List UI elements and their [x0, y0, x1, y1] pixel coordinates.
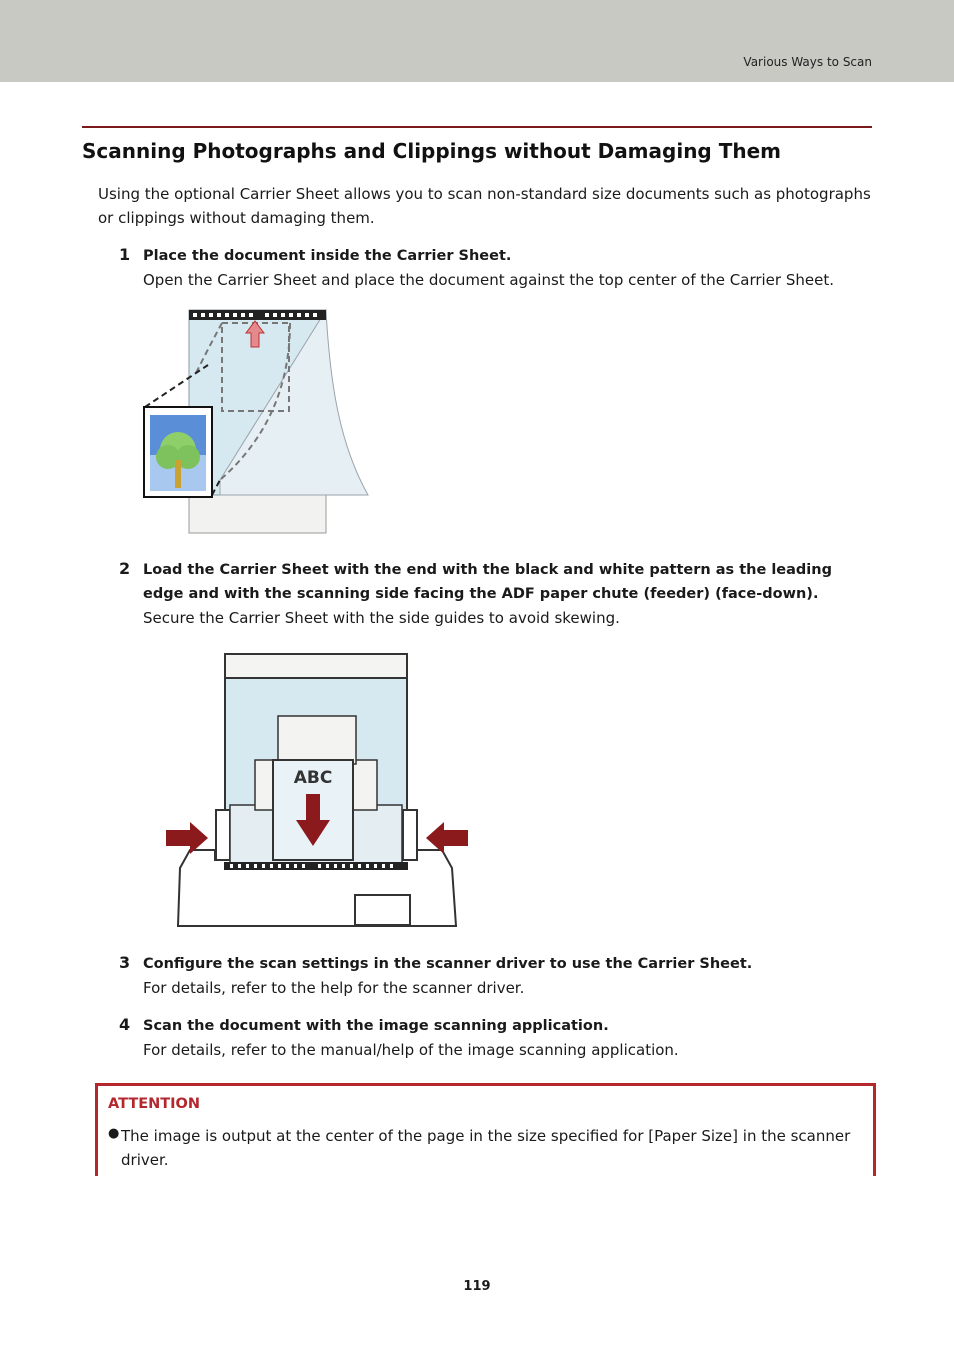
step-2-description: Secure the Carrier Sheet with the side guides to avoid skewing. [143, 609, 620, 627]
carrier-sheet-figure [140, 305, 375, 537]
step-4-number: 4 [119, 1015, 131, 1034]
bullet-icon: ● [108, 1126, 120, 1141]
title-rule [82, 126, 872, 128]
page-title: Scanning Photographs and Clippings without Damaging Them [82, 139, 781, 163]
sheet-label: ABC [293, 768, 333, 788]
attention-text: The image is output at the center of the page in the size specified for [Paper Size] in the scanner driver. [121, 1127, 851, 1169]
attention-box [95, 1083, 876, 1176]
step-4-description: For details, refer to the manual/help of the image scanning application. [143, 1041, 679, 1059]
attention-label: ATTENTION [108, 1096, 200, 1112]
header-band [0, 0, 954, 82]
step-3-title: Configure the scan settings in the scanner driver to use the Carrier Sheet. [143, 956, 753, 972]
intro-paragraph: Using the optional Carrier Sheet allows you to scan non-standard size documents such as photographs or clippings without damaging them. [98, 185, 871, 227]
step-2-title: Load the Carrier Sheet with the end with the black and white pattern as the leading edge and with the scanning side facing the ADF paper chute (feeder) (face-down). [143, 562, 832, 602]
step-2-number: 2 [119, 559, 131, 578]
step-4-title: Scan the document with the image scanning application. [143, 1018, 609, 1034]
step-1-title: Place the document inside the Carrier Sheet. [143, 248, 512, 264]
step-3-description: For details, refer to the help for the scanner driver. [143, 979, 525, 997]
step-1-number: 1 [119, 245, 131, 264]
step-1-description: Open the Carrier Sheet and place the document against the top center of the Carrier Sheet. [143, 271, 834, 289]
page-number: 119 [463, 1279, 491, 1294]
scanner-loading-figure [160, 650, 475, 930]
step-3-number: 3 [119, 953, 131, 972]
section-name: Various Ways to Scan [743, 55, 872, 69]
